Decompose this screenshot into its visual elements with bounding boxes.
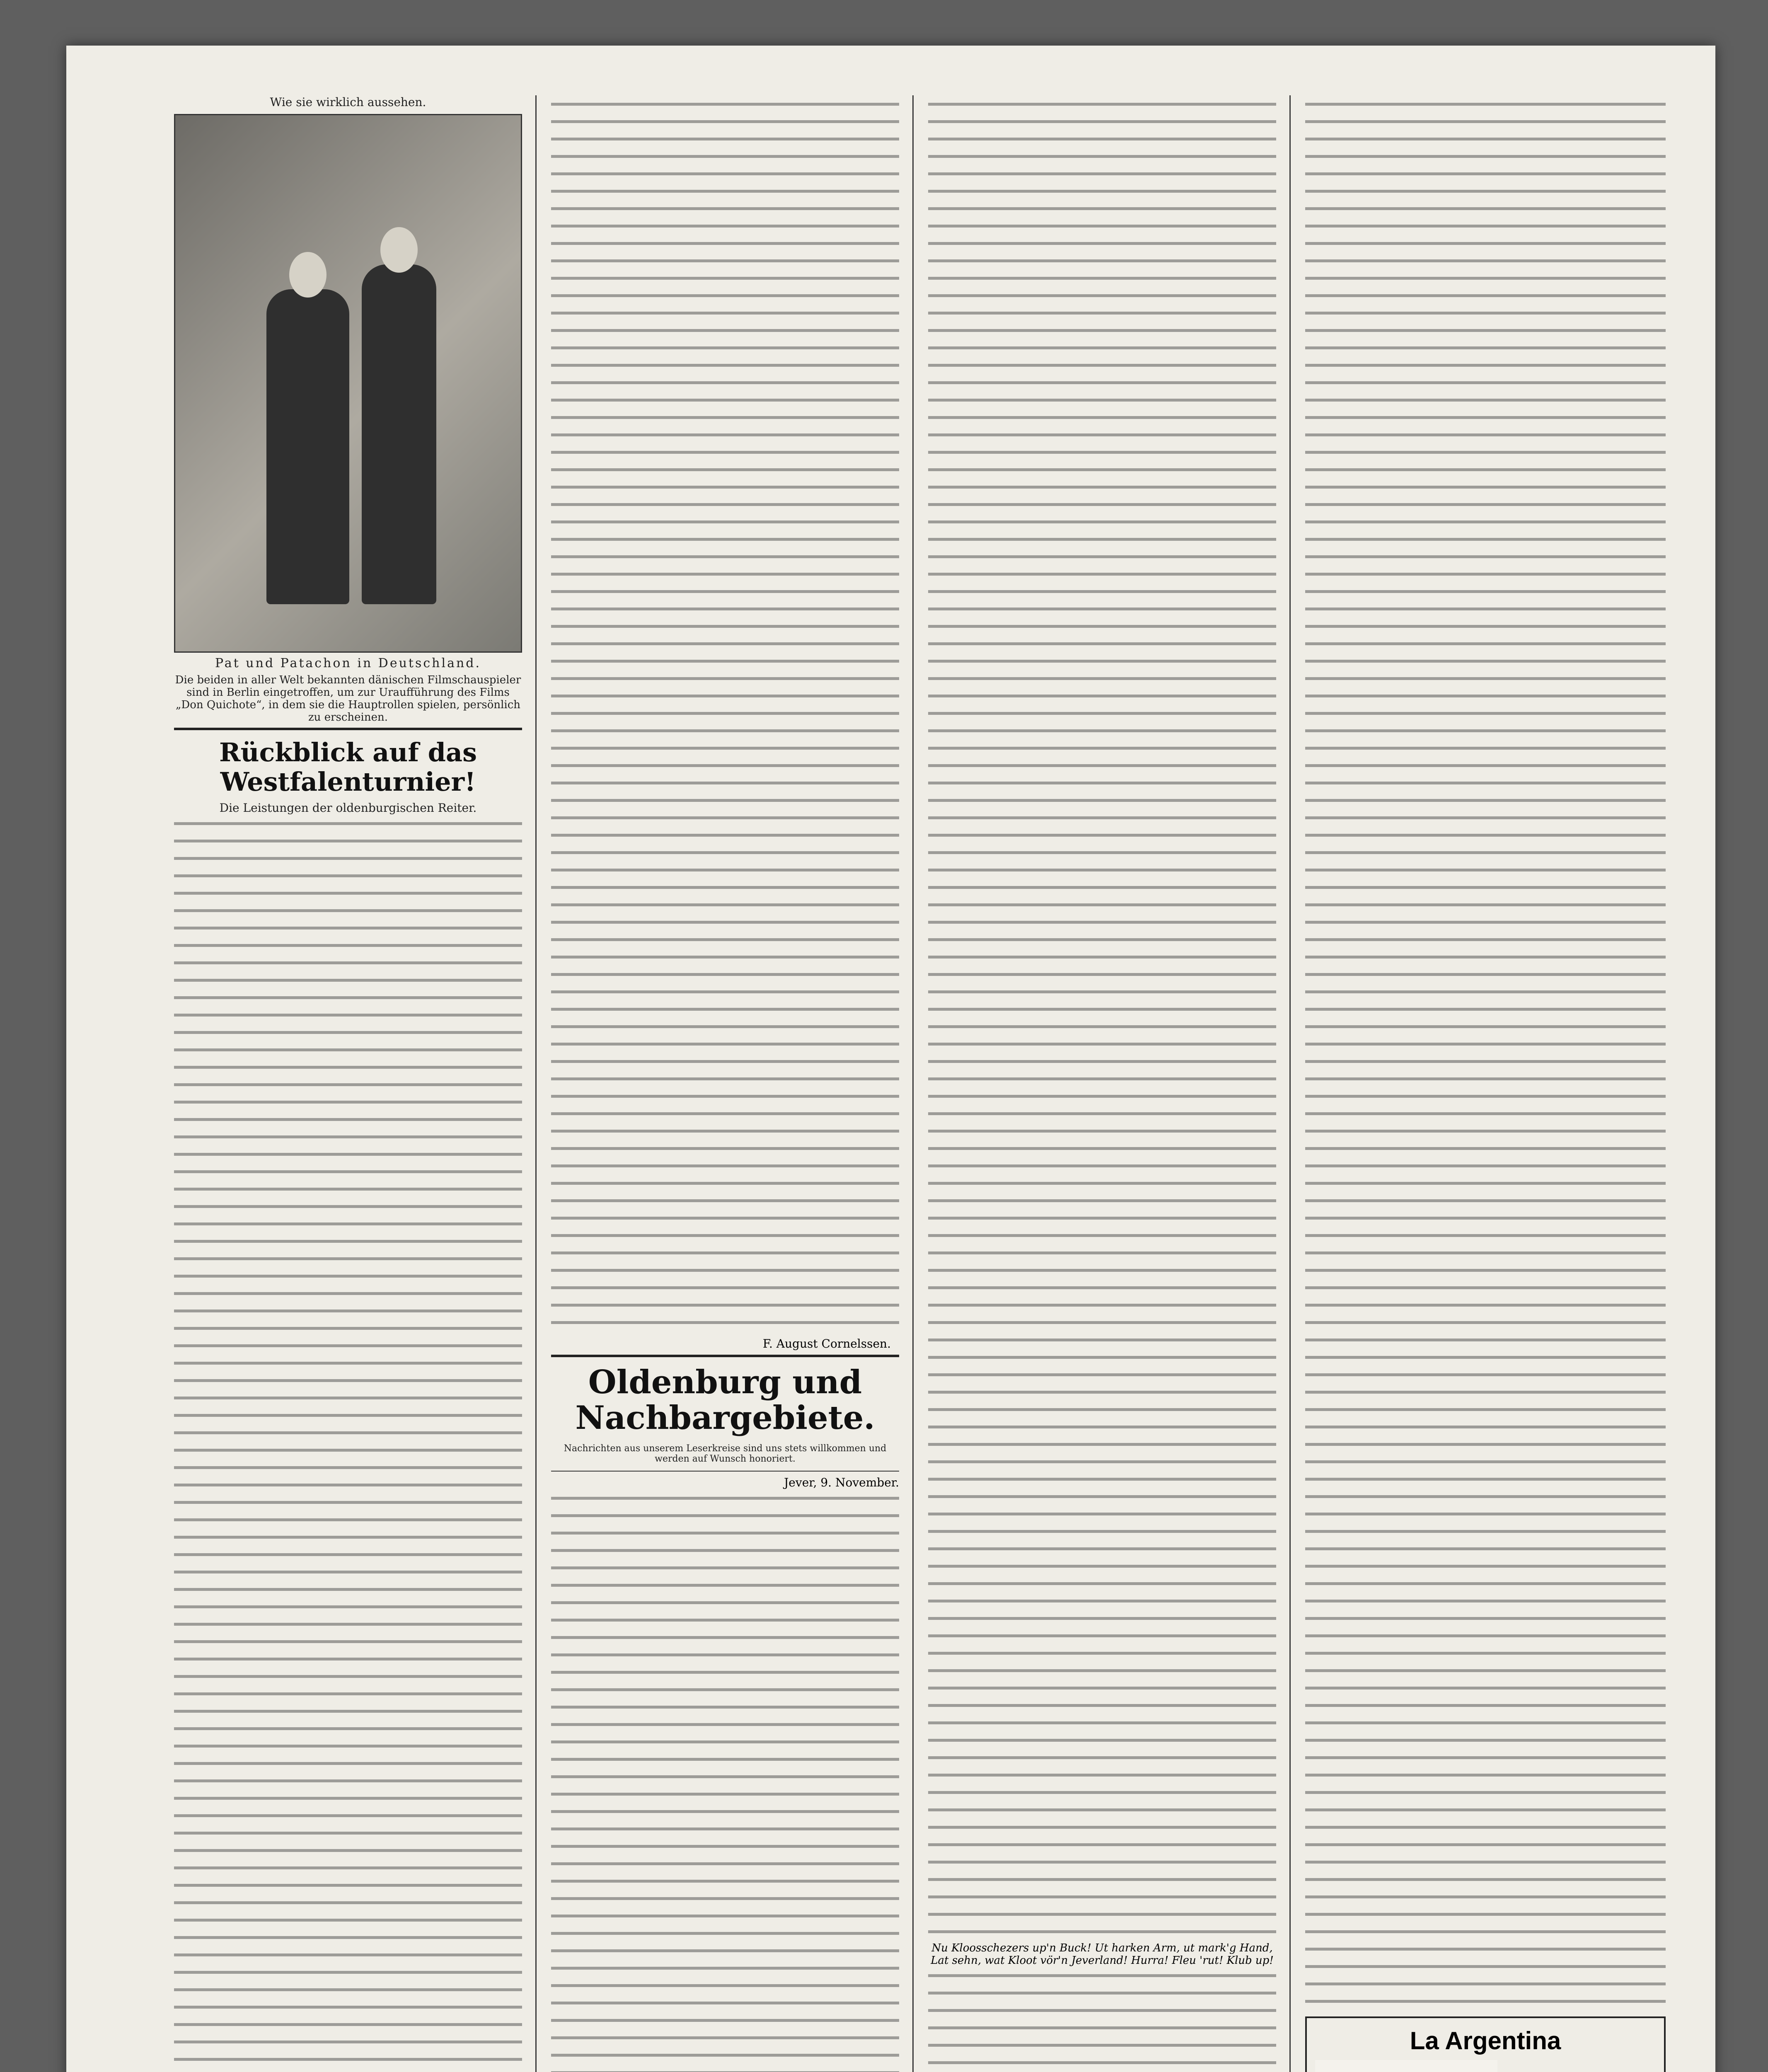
- divider: [174, 728, 522, 730]
- article-headline: Rückblick auf das Westfalenturnier!: [219, 737, 477, 797]
- news-and-radio-program: [1305, 103, 1666, 2009]
- divider: [551, 1355, 899, 1357]
- local-news-body: [551, 1497, 899, 2072]
- photo-subcaption: Die beiden in aller Welt bekannten dänischen Filmschauspieler sind in Berlin eingetroffen, um zur Uraufführung des Films „Don Quichote“, in dem sie die Hauptrollen spielen, persönlich zu erscheinen.: [175, 674, 521, 724]
- column-rule: [1289, 95, 1291, 2072]
- column-rule: [912, 95, 914, 2072]
- section-title: Oldenburg und Nachbargebiete.: [575, 1363, 875, 1437]
- article-author: F. August Cornelssen.: [762, 1337, 891, 1351]
- column-4: [1305, 95, 1666, 2072]
- newspaper-page: [66, 46, 1715, 2072]
- column-1: [174, 95, 522, 2072]
- article-body-continued: [551, 103, 899, 1329]
- column-3: [928, 95, 1276, 2072]
- dancer-illustration: [1315, 2060, 1497, 2072]
- column-2: [551, 95, 899, 2072]
- advertisement-la-argentina: [1305, 2016, 1666, 2072]
- poem-verse: Nu Kloosschezers up'n Buck! Ut harken Arm, ut mark'g Hand, Lat sehn, wat Kloot vör'n Jeverland! Hurra! Fleu 'rut! Klub up!: [931, 1942, 1274, 1967]
- article-subhead: Die Leistungen der oldenburgischen Reiter.: [219, 801, 477, 815]
- photo-title: Wie sie wirklich aussehen.: [270, 95, 426, 109]
- local-news-continued: [928, 103, 1276, 1934]
- divider: [551, 1471, 899, 1472]
- notices-body: [928, 1974, 1276, 2072]
- ad-text: [1506, 2060, 1656, 2072]
- section-subtitle: Nachrichten aus unserem Leserkreise sind uns stets willkommen und werden auf Wunsch honoriert.: [564, 1443, 887, 1464]
- column-rule: [535, 95, 537, 2072]
- article-body: [174, 822, 522, 2072]
- photo-pat-und-patachon: [174, 114, 522, 653]
- dateline: Jever, 9. November.: [784, 1475, 899, 1489]
- photo-caption: Pat und Patachon in Deutschland.: [215, 656, 481, 670]
- ad-title: La Argentina: [1410, 2027, 1561, 2055]
